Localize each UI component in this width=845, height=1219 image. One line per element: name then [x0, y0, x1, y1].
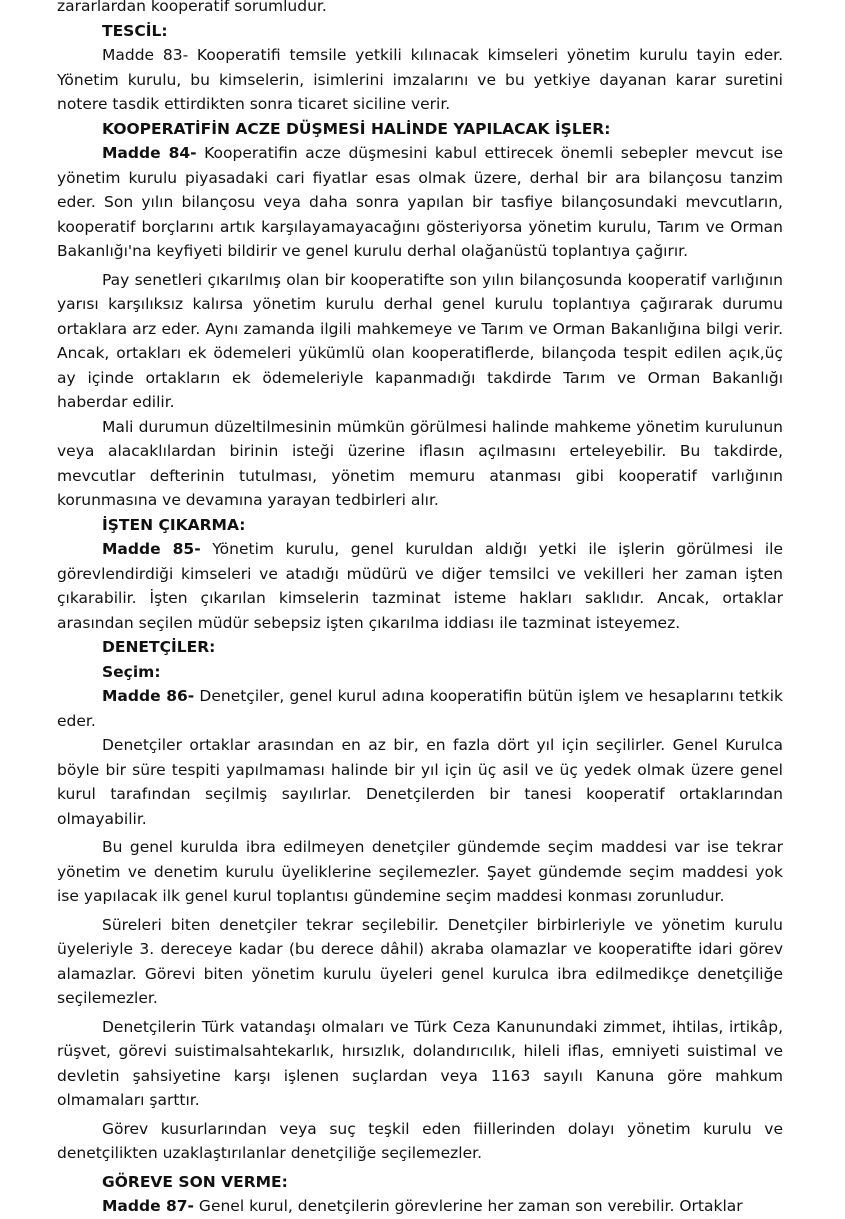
- article-number: Madde 84-: [102, 144, 197, 162]
- section-heading-isten-cikarma: İŞTEN ÇIKARMA:: [102, 515, 246, 534]
- paragraph-denetci-secim-suresi: Denetçiler ortaklar arasından en az bir, en fazla dört yıl için seçilirler. Genel Kurulca böyle bir süre tespiti yapılmaması halinde bir yıl için üç asil ve üç yedek olmak üzere genel kurul tarafından seçilmiş sayılırlar. Denetçilerden bir tanesi kooperatif ortaklarından olmayabilir.: [57, 736, 783, 828]
- paragraph-mali-durum: Mali durumun düzeltilmesinin mümkün görülmesi halinde mahkeme yönetim kurulunun veya alacaklılardan birinin isteği üzerine iflasın açılmasını erteleyebilir. Bu takdirde, mevcutlar defterinin tutulması, yönetim memuru atanması gibi kooperatif varlığının korunmasına ve devamına yarayan tedbirleri alır.: [57, 417, 783, 509]
- document-page: [57, 0, 783, 1219]
- paragraph-madde-85: [57, 537, 783, 635]
- paragraph-madde-83: Madde 83- Kooperatifi temsile yetkili kılınacak kimseleri yönetim kurulu tayin eder. Yönetim kurulu, bu kimselerin, isimlerini imzalarını ve bu yetkiye dayanan karar suretini notere tasdik ettirdikten sonra ticaret siciline verir.: [57, 46, 783, 113]
- article-text: Kooperatifin acze düşmesini kabul ettirecek önemli sebepler mevcut ise yönetim kurulu piyasadaki cari fiyatlar esas olmak üzere, derhal bir ara bilançosu tanzim eder. Son yılın bilançosu veya daha sonra yapılan bir tasfiye bilançosundaki mevcutların, kooperatif borçlarını artık karşılayamayacağını gösteriyorsa yönetim kurulu, Tarım ve Orman Bakanlığı'na keyfiyeti bildirir ve genel kurulu derhal olağanüstü toplantıya çağırır.: [57, 144, 783, 260]
- article-number: Madde 86-: [102, 687, 195, 705]
- paragraph-pay-senetleri: Pay senetleri çıkarılmış olan bir kooperatifte son yılın bilançosunda kooperatif varlığının yarısı karşılıksız kalırsa yönetim kurulu derhal genel kurulu toplantıya çağırarak durumu ortaklara arz eder. Aynı zamanda ilgili mahkemeye ve Tarım ve Orman Bakanlığına bilgi verir. Ancak, ortakları ek ödemeleri yükümlü olan kooperatiflerde, bilançoda tespit edilen açık,üç ay içinde ortakların ek ödemeleriyle kapanmadığı takdirde Tarım ve Orman Bakanlığı haberdar edilir.: [57, 270, 783, 411]
- article-number: Madde 87-: [102, 1197, 194, 1215]
- paragraph-vatandaslik-sarti: Denetçilerin Türk vatandaşı olmaları ve Türk Ceza Kanunundaki zimmet, ihtilas, irtikâp, rüşvet, görevi suistimalsahtekarlık, hırsızlık, dolandırıcılık, hileli iflas, emniyeti suistimal ve devletin şahsiyetine karşı işlenen suçlardan veya 1163 sayılı Kanuna göre mahkum olmamaları şarttır.: [57, 1017, 783, 1109]
- paragraph-sureleri-biten: Süreleri biten denetçiler tekrar seçilebilir. Denetçiler birbirleriyle ve yönetim kurulu üyeleriyle 3. dereceye kadar (bu derece dâhil) akraba olamazlar ve kooperatifte idari görev alamazlar. Görevi biten yönetim kurulu üyeleri genel kurulca ibra edilmedikçe denetçiliğe seçilemezler.: [57, 915, 783, 1007]
- paragraph-madde-86: [57, 684, 783, 733]
- article-number: Madde 85-: [102, 540, 201, 558]
- article-text: Genel kurul, denetçilerin görevlerine her zaman son verebilir. Ortaklar: [194, 1197, 743, 1215]
- section-heading-denetciler: DENETÇİLER:: [102, 638, 216, 656]
- article-text: Denetçiler, genel kurul adına kooperatifin bütün işlem ve hesaplarını tetkik eder.: [57, 687, 783, 730]
- paragraph-ibra: Bu genel kurulda ibra edilmeyen denetçiler gündemde seçim maddesi var ise tekrar yönetim ve denetim kurulu üyeliklerine seçilemezler. Şayet gündemde seçim maddesi yok ise yapılacak ilk genel kurul toplantısı gündemine seçim maddesi konması zorunludur.: [57, 838, 783, 905]
- article-text: Yönetim kurulu, genel kuruldan aldığı yetki ile işlerin görülmesi ile görevlendirdiği kimseleri ve atadığı müdürü ve diğer temsilci ve vekilleri her zaman işten çıkarabilir. İşten çıkarılan kimselerin tazminat isteme hakları saklıdır. Ancak, ortaklar arasından seçilen müdür sebepsiz işten çıkarılma iddiası ile tazminat isteyemez.: [57, 540, 783, 632]
- paragraph-madde-87: [57, 1194, 783, 1219]
- section-heading-acze-dusme: KOOPERATİFİN ACZE DÜŞMESİ HALİNDE YAPILACAK İŞLER:: [102, 119, 611, 138]
- paragraph-madde-84: [57, 141, 783, 264]
- paragraph-gorev-kusurlari: Görev kusurlarından veya suç teşkil eden fiillerinden dolayı yönetim kurulu ve denetçilikten uzaklaştırılanlar denetçiliğe seçilemezler.: [57, 1119, 783, 1162]
- subsection-heading-secim: Seçim:: [102, 662, 161, 681]
- section-heading-tescil: TESCİL:: [102, 21, 168, 40]
- section-heading-goreve-son-verme: GÖREVE SON VERME:: [102, 1172, 288, 1191]
- text-line: zararlardan kooperatif sorumludur.: [57, 0, 327, 15]
